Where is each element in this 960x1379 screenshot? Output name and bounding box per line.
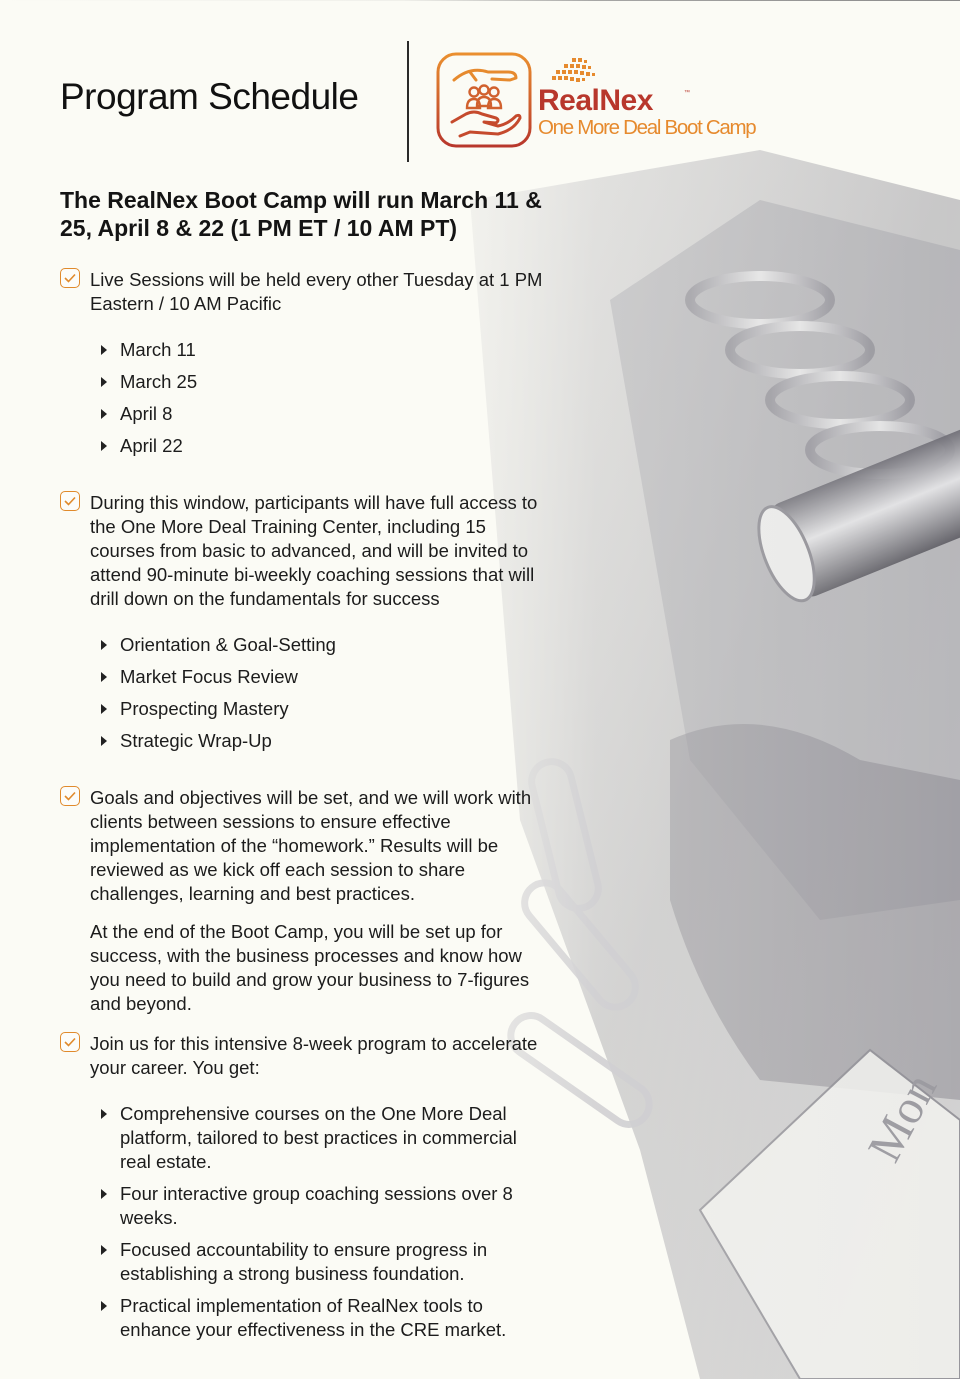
page-title: Program Schedule: [60, 76, 359, 117]
list-item: Orientation & Goal-Setting: [60, 633, 550, 657]
header-divider: [407, 41, 409, 162]
hands-people-icon: [436, 52, 532, 148]
checkmark-icon: [60, 1032, 80, 1052]
checkmark-icon: [60, 491, 80, 511]
list-item: Market Focus Review: [60, 665, 550, 689]
schedule-item-goals: [60, 786, 550, 1016]
list-item: April 8: [60, 402, 550, 426]
list-item: April 22: [60, 434, 550, 458]
list-item: Prospecting Mastery: [60, 697, 550, 721]
schedule-item-training-center: [60, 491, 550, 761]
list-item: Focused accountability to ensure progress in establishing a strong business foundation.: [60, 1238, 550, 1286]
brand-name: RealNex: [538, 84, 653, 117]
benefits-list: [60, 1102, 550, 1342]
goals-paragraph: Goals and objectives will be set, and we will work with clients between sessions to ensure effective implementation of the “homework.” Results will be reviewed as we kick off each session to share challenges, learning and best practices.: [90, 787, 532, 904]
item-text-block: [90, 786, 550, 1016]
schedule-item-live-sessions: [60, 268, 550, 466]
item-text: Live Sessions will be held every other Tuesday at 1 PM Eastern / 10 AM Pacific: [90, 269, 543, 314]
realnex-logo: [436, 52, 836, 152]
checkmark-icon: [60, 268, 80, 288]
list-item: March 25: [60, 370, 550, 394]
list-item: Comprehensive courses on the One More Deal platform, tailored to best practices in commercial real estate.: [60, 1102, 550, 1174]
list-item: March 11: [60, 338, 550, 362]
brand-subtitle: One More Deal Boot Camp: [538, 116, 756, 139]
schedule-subtitle: The RealNex Boot Camp will run March 11 & 25, April 8 & 22 (1 PM ET / 10 AM PT): [60, 187, 542, 241]
list-item: Practical implementation of RealNex tools to enhance your effectiveness in the CRE market.: [60, 1294, 550, 1342]
trademark-mark: ™: [684, 90, 690, 96]
item-text: Join us for this intensive 8-week program to accelerate your career. You get:: [90, 1033, 538, 1078]
item-text: During this window, participants will have full access to the One More Deal Training Center, including 15 courses from basic to advanced, and will be invited to attend 90-minute bi-weekly coaching sessions that will drill down on the fundamentals for success: [90, 492, 538, 609]
coaching-topics-list: [60, 633, 550, 753]
outcome-paragraph: At the end of the Boot Camp, you will be set up for success, with the business processes and know how you need to build and grow your business to 7-figures and beyond.: [90, 921, 530, 1014]
list-item: Strategic Wrap-Up: [60, 729, 550, 753]
list-item: Four interactive group coaching sessions over 8 weeks.: [60, 1182, 550, 1230]
schedule-item-join-us: [60, 1032, 550, 1350]
checkmark-icon: [60, 786, 80, 806]
session-dates-list: [60, 338, 550, 458]
